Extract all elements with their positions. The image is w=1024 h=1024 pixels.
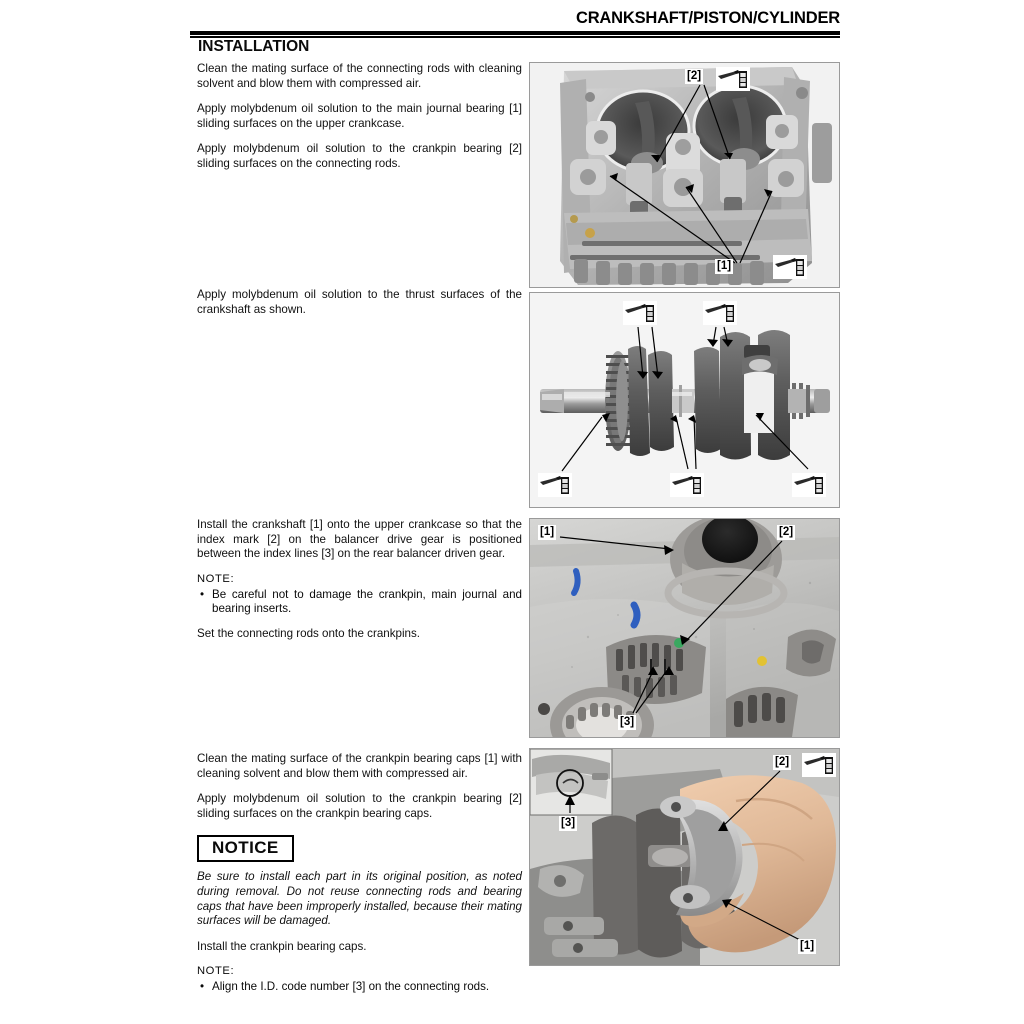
note-label-1: NOTE: [197, 572, 235, 585]
leader-lines-fig1 [530, 63, 839, 287]
text-block-1 [197, 62, 522, 172]
section-title: INSTALLATION [198, 38, 310, 55]
paragraph-clean-caps: Clean the mating surface of the crankpin bearing caps [1] with cleaning solvent and blow them with compressed air. [197, 752, 522, 780]
note-bullet-careful [197, 588, 522, 617]
notice-badge: NOTICE [197, 835, 294, 862]
paragraph-moly-caps: Apply molybdenum oil solution to the crankpin bearing [2] sliding surfaces on the crankpin bearing caps. [197, 792, 522, 820]
note-bullet-text: Align the I.D. code number [3] on the connecting rods. [212, 980, 490, 994]
paragraph-moly-crankpin: Apply molybdenum oil solution to the crankpin bearing [2] sliding surfaces on the connecting rods. [197, 142, 522, 170]
figure-crankshaft-thrust [529, 292, 840, 508]
moly-oil-icon [623, 301, 657, 325]
callout-2: [2] [775, 756, 790, 768]
paragraph-install-caps: Install the crankpin bearing caps. [197, 939, 367, 953]
text-block-3 [197, 518, 522, 642]
leader-lines-fig3 [530, 519, 839, 737]
moly-oil-icon [802, 753, 836, 777]
paragraph-set-rods: Set the connecting rods onto the crankpins. [197, 626, 420, 640]
figure-upper-crankcase [529, 62, 840, 288]
moly-oil-icon [716, 67, 750, 91]
note-label-2: NOTE: [197, 965, 235, 978]
callout-3: [3] [561, 817, 576, 829]
moly-oil-icon [703, 301, 737, 325]
callout-1: [1] [800, 940, 815, 952]
notice-text: Be sure to install each part in its original position, as noted during removal. Do not reuse connecting rods and bearing caps that have been improperly installed, because their mating surfaces will be damaged. [197, 870, 522, 928]
moly-oil-icon [538, 473, 572, 497]
note-bullet-align-id [197, 980, 522, 995]
callout-1: [1] [717, 260, 732, 272]
callout-2: [2] [687, 70, 702, 82]
page-header [190, 8, 840, 28]
callout-1: [1] [540, 526, 555, 538]
moly-oil-icon [670, 473, 704, 497]
figure-crankshaft-install [529, 518, 840, 738]
note-list-1 [197, 588, 522, 617]
callout-3: [3] [620, 716, 635, 728]
bullet-glyph: • [200, 980, 205, 994]
header-rule-thick [190, 31, 840, 35]
paragraph-moly-main-journal: Apply molybdenum oil solution to the main journal bearing [1] sliding surfaces on the upper crankcase. [197, 102, 522, 130]
leader-lines-fig4 [530, 749, 839, 965]
figure-bearing-cap-install [529, 748, 840, 966]
paragraph-clean-rods: Clean the mating surface of the connecting rods with cleaning solvent and blow them with compressed air. [197, 62, 522, 90]
text-block-2 [197, 288, 522, 317]
paragraph-install-crankshaft: Install the crankshaft [1] onto the upper crankcase so that the index mark [2] on the balancer drive gear is positioned between the index lines [3] on the rear balancer driven gear. [197, 518, 522, 561]
moly-oil-icon [792, 473, 826, 497]
note-list-2 [197, 980, 522, 995]
callout-2: [2] [779, 526, 794, 538]
text-block-4 [197, 752, 522, 1005]
header-title: CRANKSHAFT/PISTON/CYLINDER [575, 9, 840, 27]
moly-oil-icon [773, 255, 807, 279]
paragraph-moly-thrust: Apply molybdenum oil solution to the thrust surfaces of the crankshaft as shown. [197, 288, 522, 316]
bullet-glyph: • [200, 587, 205, 601]
note-bullet-text: Be careful not to damage the crankpin, main journal and bearing inserts. [212, 587, 522, 616]
